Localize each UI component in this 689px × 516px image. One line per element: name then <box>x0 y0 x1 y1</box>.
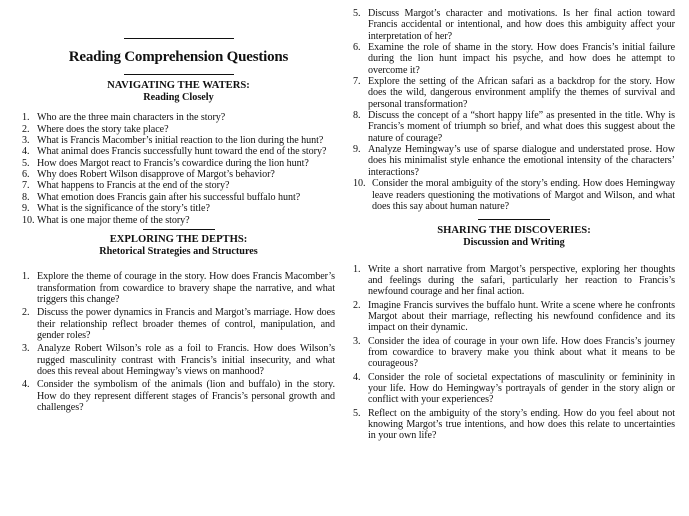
item-number: 7. <box>22 180 30 192</box>
sharing-subheading: Discussion and Writing <box>463 237 565 249</box>
item-text: What animal does Francis successfully hunt toward the end of the story? <box>37 146 327 158</box>
navigating-questions <box>22 112 335 225</box>
item-number: 3. <box>22 343 30 355</box>
list-item <box>353 300 675 334</box>
list-item <box>353 372 675 406</box>
item-text: Who are the three main characters in the story? <box>37 112 226 124</box>
item-number: 2. <box>22 123 30 135</box>
item-number: 9. <box>22 203 30 215</box>
left-column <box>22 0 335 413</box>
item-text: What is one major theme of the story? <box>37 214 190 226</box>
navigating-heading: NAVIGATING THE WATERS: <box>107 80 250 91</box>
item-text: Imagine Francis survives the buffalo hunt. Write a scene where he confronts Margot about their marriage, reflecting his newfound confidence and its impact on their dynamic. <box>368 299 675 334</box>
item-number: 3. <box>353 335 361 347</box>
item-number: 5. <box>353 8 361 19</box>
item-number: 2. <box>353 299 361 311</box>
navigating-subheading: Reading Closely <box>143 92 214 104</box>
list-item <box>22 203 335 214</box>
item-text: Reflect on the ambiguity of the story’s ending. How do you feel about not knowing Margot’s true intentions, and how does this relate to uncertainties in your own life? <box>368 407 675 442</box>
exploring-rule <box>143 229 215 230</box>
item-number: 6. <box>353 42 361 54</box>
list-item <box>353 408 675 442</box>
item-number: 1. <box>22 271 30 283</box>
exploring-questions-part2 <box>353 8 675 212</box>
item-text: Discuss Margot’s character and motivations. Is her final action toward Francis accidental or intentional, and how does this ambiguity affect your interpretation of her? <box>368 8 675 42</box>
item-text: Why does Robert Wilson disapprove of Margot’s behavior? <box>37 169 275 181</box>
list-item <box>353 110 675 144</box>
list-item <box>22 112 335 123</box>
sharing-prompts <box>353 264 675 442</box>
list-item <box>22 146 335 157</box>
list-item <box>353 264 675 298</box>
item-number: 8. <box>22 191 30 203</box>
list-item <box>22 215 335 226</box>
item-number: 4. <box>22 146 30 158</box>
item-text: What is Francis Macomber’s initial reaction to the lion during the hunt? <box>37 135 324 147</box>
item-number: 4. <box>353 371 361 383</box>
item-text: Write a short narrative from Margot’s perspective, exploring her thoughts and feelings during the safari, particularly her reaction to Francis’s newfound courage and her final action. <box>368 263 675 298</box>
item-number: 10. <box>22 214 35 226</box>
list-item <box>22 158 335 169</box>
item-text: Discuss the concept of a “short happy life” as presented in the title. Why is Francis’s moment of triumph so brief, and what does this suggest about the nature of courage? <box>368 110 675 144</box>
item-text: What is the significance of the story’s title? <box>37 203 210 215</box>
item-text: What happens to Francis at the end of the story? <box>37 180 230 192</box>
list-item <box>22 379 335 413</box>
item-text: Discuss the power dynamics in Francis and Margot’s marriage. How does their relationship reflect broader themes of control, manipulation, and gender roles? <box>37 307 335 341</box>
list-item <box>22 124 335 135</box>
item-number: 1. <box>22 112 30 124</box>
list-item <box>22 343 335 377</box>
exploring-questions-part1 <box>22 271 335 413</box>
sharing-heading: SHARING THE DISCOVERIES: <box>437 225 591 237</box>
right-column <box>353 0 675 442</box>
list-item <box>22 192 335 203</box>
page-title: Reading Comprehension Questions <box>68 49 289 65</box>
item-number: 4. <box>22 379 30 391</box>
title-top-rule <box>124 38 234 39</box>
list-item <box>22 169 335 180</box>
list-item <box>353 76 675 110</box>
item-number: 3. <box>22 135 30 147</box>
item-number: 1. <box>353 263 361 275</box>
item-number: 10. <box>353 178 366 190</box>
list-item <box>353 336 675 370</box>
title-bottom-rule <box>124 74 234 75</box>
list-item <box>22 135 335 146</box>
item-text: Consider the moral ambiguity of the story’s ending. How does Hemingway leave readers questioning the motivations of Margot and Wilson, and what does this say about human nature? <box>372 178 675 212</box>
item-text: Where does the story take place? <box>37 123 169 135</box>
item-number: 2. <box>22 307 30 319</box>
list-item <box>22 271 335 305</box>
list-item <box>353 42 675 76</box>
list-item <box>353 178 675 212</box>
item-text: Consider the role of societal expectations of masculinity or femininity in your life. How do Hemingway’s portrayals of gender in the story align or conflict with your experiences? <box>368 371 675 406</box>
item-number: 5. <box>22 157 30 169</box>
item-text: Analyze Robert Wilson’s role as a foil to Francis. How does Wilson’s rugged masculinity contrast with Francis’s initial insecurity, and what does this reveal about Hemingway’s views on manhood? <box>37 343 335 377</box>
item-number: 6. <box>22 169 30 181</box>
item-text: Explore the theme of courage in the story. How does Francis Macomber’s transformation from cowardice to bravery shape the narrative, and what triggers this change? <box>37 271 335 305</box>
item-number: 9. <box>353 144 361 156</box>
list-item <box>22 180 335 191</box>
item-text: How does Margot react to Francis’s cowardice during the lion hunt? <box>37 157 309 169</box>
list-item <box>353 8 675 42</box>
exploring-subheading: Rhetorical Strategies and Structures <box>99 246 258 258</box>
list-item <box>22 307 335 341</box>
item-number: 7. <box>353 76 361 88</box>
item-number: 5. <box>353 407 361 419</box>
item-text: Consider the symbolism of the animals (lion and buffalo) in the story. How do they represent different stages of Francis’s personal growth and challenges? <box>37 379 335 414</box>
item-text: Explore the setting of the African safari as a backdrop for the story. How does the wild, dangerous environment amplify the themes of survival and personal transformation? <box>368 76 675 110</box>
item-number: 8. <box>353 110 361 122</box>
exploring-heading: EXPLORING THE DEPTHS: <box>109 233 248 245</box>
sharing-rule <box>478 219 550 220</box>
item-text: Examine the role of shame in the story. How does Francis’s initial failure during the lion hunt impact his psyche, and how does he attempt to overcome it? <box>368 42 675 76</box>
item-text: What emotion does Francis gain after his successful buffalo hunt? <box>37 191 301 203</box>
item-text: Consider the idea of courage in your own life. How does Francis’s journey from cowardice to bravery make you think about what it means to be courageous? <box>368 335 675 370</box>
list-item <box>353 144 675 178</box>
item-text: Analyze Hemingway’s use of sparse dialogue and understated prose. How does his minimalist style enhance the emotional intensity of the characters’ interactions? <box>368 144 675 178</box>
